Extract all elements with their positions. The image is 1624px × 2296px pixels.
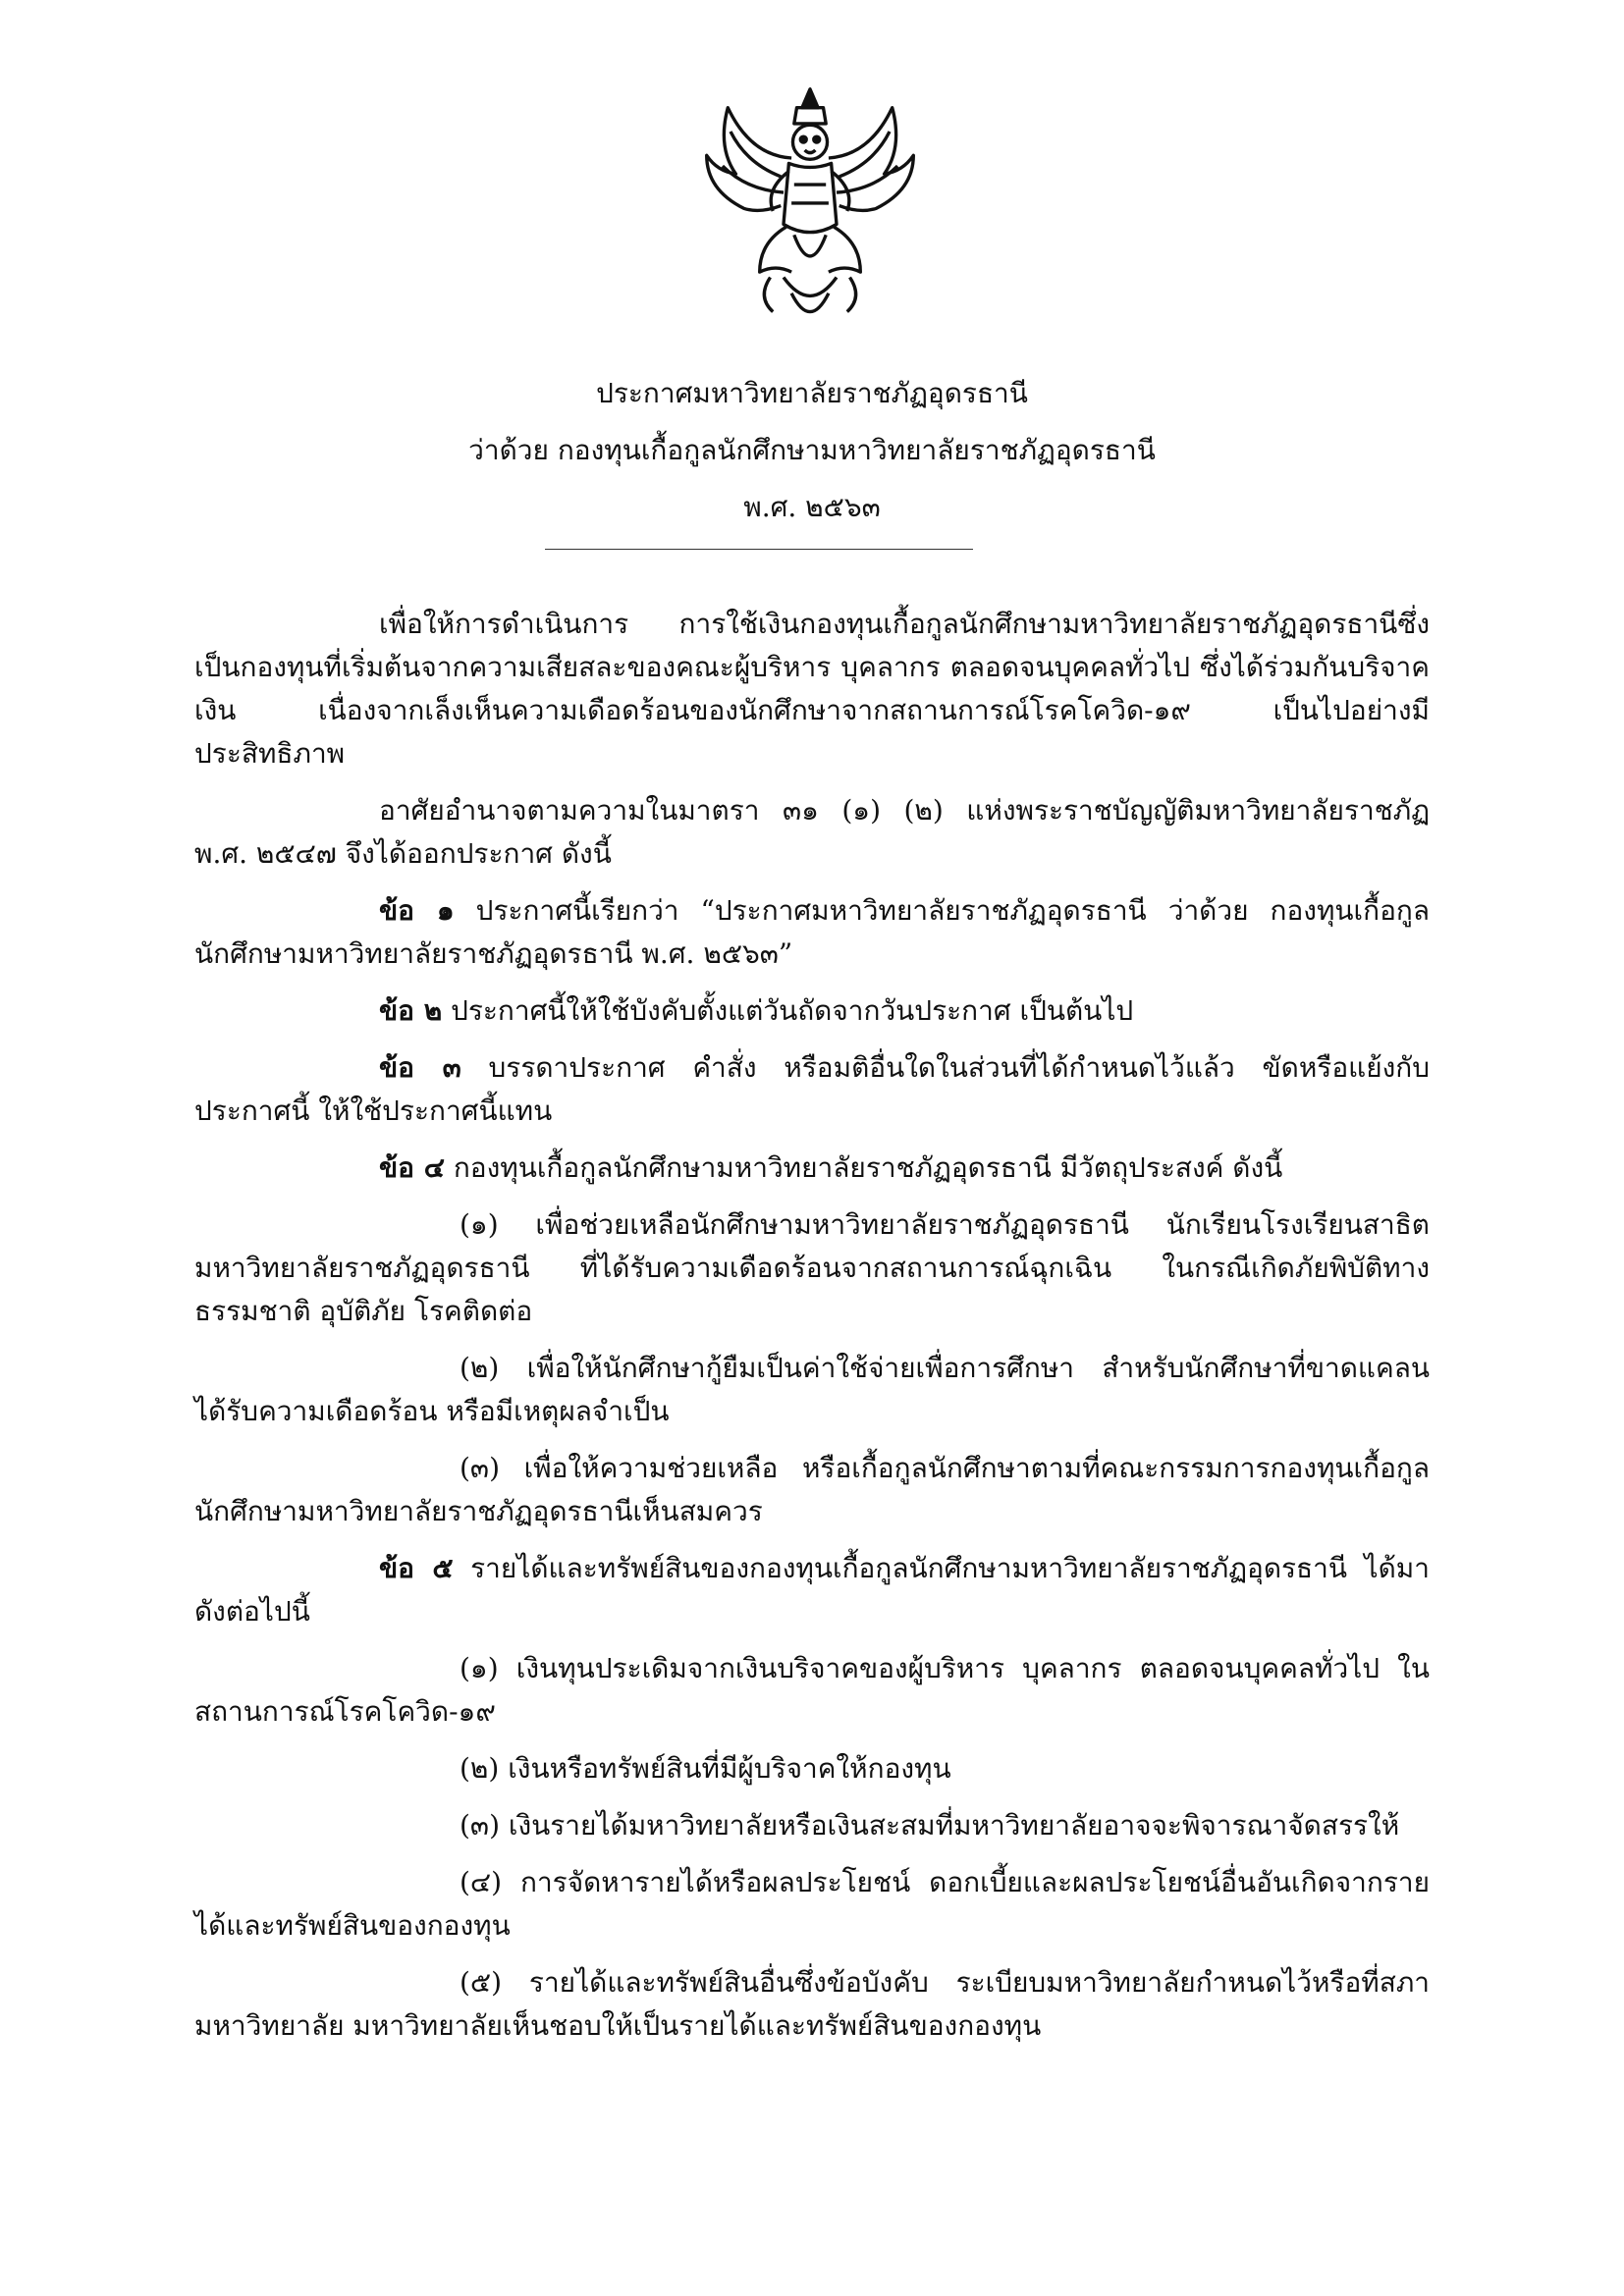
- clause-2-text: ประกาศนี้ให้ใช้บังคับตั้งแต่วันถัดจากวันประกาศ เป็นต้นไป: [451, 994, 1134, 1027]
- garuda-emblem-icon: [677, 79, 943, 344]
- clause-4: [194, 1147, 1430, 1190]
- title-divider: [545, 549, 973, 550]
- clause-5-text: รายได้และทรัพย์สินของกองทุนเกื้อกูลนักศึกษามหาวิทยาลัยราชภัฏอุดรธานี ได้มาดังต่อไปนี้: [194, 1552, 1430, 1628]
- preamble-paragraph: เพื่อให้การดำเนินการ การใช้เงินกองทุนเกื้อกูลนักศึกษามหาวิทยาลัยราชภัฏอุดรธานีซึ่งเป็นกองทุนที่เริ่มต้นจากความเสียสละของคณะผู้บริหาร บุคลากร ตลอดจนบุคคลทั่วไป ซึ่งได้ร่วมกันบริจาคเงิน เนื่องจากเล็งเห็นความเดือดร้อนของนักศึกษาจากสถานการณ์โรคโควิด-๑๙ เป็นไปอย่างมีประสิทธิภาพ: [194, 608, 1430, 770]
- clause-2-label: ข้อ ๒: [379, 994, 443, 1027]
- announcement-title: ประกาศมหาวิทยาลัยราชภัฏอุดรธานี: [596, 377, 1028, 409]
- clause-4-label: ข้อ ๔: [379, 1151, 445, 1184]
- clause-2: [194, 989, 1430, 1033]
- clause-4-text: กองทุนเกื้อกูลนักศึกษามหาวิทยาลัยราชภัฏอุดรธานี มีวัตถุประสงค์ ดังนี้: [453, 1151, 1283, 1184]
- announcement-subject: ว่าด้วย กองทุนเกื้อกูลนักศึกษามหาวิทยาลัยราชภัฏอุดรธานี: [468, 434, 1156, 466]
- clause-1-label: ข้อ ๑: [379, 894, 455, 927]
- clause-4-item-2: (๒) เพื่อให้นักศึกษากู้ยืมเป็นค่าใช้จ่ายเพื่อการศึกษา สำหรับนักศึกษาที่ขาดแคลน ได้รับความเดือดร้อน หรือมีเหตุผลจำเป็น: [194, 1352, 1430, 1427]
- clause-4-item-1: (๑) เพื่อช่วยเหลือนักศึกษามหาวิทยาลัยราชภัฏอุดรธานี นักเรียนโรงเรียนสาธิตมหาวิทยาลัยราชภัฏอุดรธานี ที่ได้รับความเดือดร้อนจากสถานการณ์ฉุกเฉิน ในกรณีเกิดภัยพิบัติทางธรรมชาติ อุบัติภัย โรคติดต่อ: [194, 1208, 1430, 1327]
- announcement-body: [194, 603, 1430, 2061]
- clause-1-text: ประกาศนี้เรียกว่า “ประกาศมหาวิทยาลัยราชภัฏอุดรธานี ว่าด้วย กองทุนเกื้อกูลนักศึกษามหาวิทยาลัยราชภัฏอุดรธานี พ.ศ. ๒๕๖๓”: [194, 894, 1431, 970]
- clause-3-text: บรรดาประกาศ คำสั่ง หรือมติอื่นใดในส่วนที่ได้กำหนดไว้แล้ว ขัดหรือแย้งกับประกาศนี้ ให้ใช้ประกาศนี้แทน: [194, 1051, 1431, 1127]
- clause-5-item-3: (๓) เงินรายได้มหาวิทยาลัยหรือเงินสะสมที่มหาวิทยาลัยอาจจะพิจารณาจัดสรรให้: [460, 1809, 1400, 1842]
- clause-5-item-4: (๔) การจัดหารายได้หรือผลประโยชน์ ดอกเบี้ยและผลประโยชน์อื่นอันเกิดจากรายได้และทรัพย์สินของกองทุน: [194, 1866, 1430, 1942]
- clause-5-item-5: (๕) รายได้และทรัพย์สินอื่นซึ่งข้อบังคับ ระเบียบมหาวิทยาลัยกำหนดไว้หรือที่สภามหาวิทยาลัย มหาวิทยาลัยเห็นชอบให้เป็นรายได้และทรัพย์สินของกองทุน: [194, 1966, 1430, 2042]
- announcement-year: พ.ศ. ๒๕๖๓: [743, 491, 881, 523]
- clause-5-item-1: (๑) เงินทุนประเดิมจากเงินบริจาคของผู้บริหาร บุคลากร ตลอดจนบุคคลทั่วไป ในสถานการณ์โรคโควิด-๑๙: [194, 1652, 1430, 1728]
- clause-1: [194, 889, 1430, 976]
- clause-5-item-2: (๒) เงินหรือทรัพย์สินที่มีผู้บริจาคให้กองทุน: [460, 1752, 951, 1785]
- clause-3: [194, 1046, 1430, 1133]
- clause-5: [194, 1547, 1430, 1633]
- authority-paragraph: อาศัยอำนาจตามความในมาตรา ๓๑ (๑) (๒) แห่งพระราชบัญญัติมหาวิทยาลัยราชภัฏ พ.ศ. ๒๕๔๗ จึงได้ออกประกาศ ดังนี้: [194, 794, 1430, 870]
- clause-3-label: ข้อ ๓: [379, 1051, 461, 1084]
- clause-4-item-3: (๓) เพื่อให้ความช่วยเหลือ หรือเกื้อกูลนักศึกษาตามที่คณะกรรมการกองทุนเกื้อกูลนักศึกษามหาวิทยาลัยราชภัฏอุดรธานีเห็นสมควร: [194, 1452, 1430, 1527]
- clause-5-label: ข้อ ๕: [379, 1552, 454, 1584]
